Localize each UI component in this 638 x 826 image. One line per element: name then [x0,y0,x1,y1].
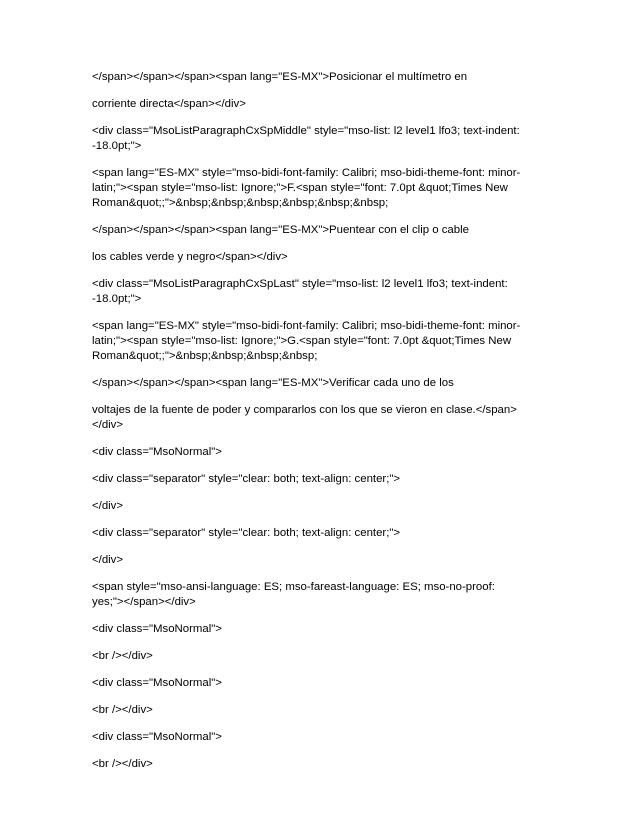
text-paragraph: <div class="MsoNormal"> [92,677,222,689]
text-paragraph: <div class="MsoNormal"> [92,623,222,635]
text-paragraph: <br /></div> [92,704,153,716]
text-paragraph: <div class="separator" style="clear: both; text-align: center;"> [92,527,401,539]
text-paragraph: <span style="mso-ansi-language: ES; mso-fareast-language: ES; mso-no-proof: yes;"></span></div> [92,581,495,608]
document-body [92,70,532,784]
text-paragraph: </span></span></span><span lang="ES-MX">Verificar cada uno de los [92,377,454,389]
text-paragraph: </span></span></span><span lang="ES-MX">Posicionar el multímetro en [92,71,468,83]
text-paragraph: </div> [92,554,124,566]
text-paragraph: voltajes de la fuente de poder y compararlos con los que se vieron en clase.</span></div> [92,404,517,431]
text-paragraph: <br /></div> [92,650,153,662]
text-paragraph: <div class="MsoNormal"> [92,446,222,458]
text-paragraph: <br /></div> [92,758,153,770]
text-paragraph: <div class="MsoNormal"> [92,731,222,743]
text-paragraph: <span lang="ES-MX" style="mso-bidi-font-family: Calibri; mso-bidi-theme-font: minor- latin;"><span style="mso-list: Ignore;">F.<span style="font: 7.0pt &quot;Times New Roman&quot;;">&nbsp;&nbsp;&nbsp;&nbsp;&nbsp;&nbsp; [92,167,521,209]
text-paragraph: </span></span></span><span lang="ES-MX">Puentear con el clip o cable [92,224,469,236]
text-paragraph: los cables verde y negro</span></div> [92,251,288,263]
text-paragraph: <div class="MsoListParagraphCxSpMiddle" style="mso-list: l2 level1 lfo3; text-indent: -18.0pt;"> [92,125,523,152]
text-paragraph: <div class="MsoListParagraphCxSpLast" style="mso-list: l2 level1 lfo3; text-indent: -18.0pt;"> [92,278,511,305]
text-paragraph: <span lang="ES-MX" style="mso-bidi-font-family: Calibri; mso-bidi-theme-font: minor- latin;"><span style="mso-list: Ignore;">G.<span style="font: 7.0pt &quot;Times New Roman&quot;;">&nbsp;&nbsp;&nbsp;&nbsp; [92,320,521,362]
text-paragraph: <div class="separator" style="clear: both; text-align: center;"> [92,473,401,485]
text-paragraph: </div> [92,500,124,512]
text-paragraph: corriente directa</span></div> [92,98,246,110]
